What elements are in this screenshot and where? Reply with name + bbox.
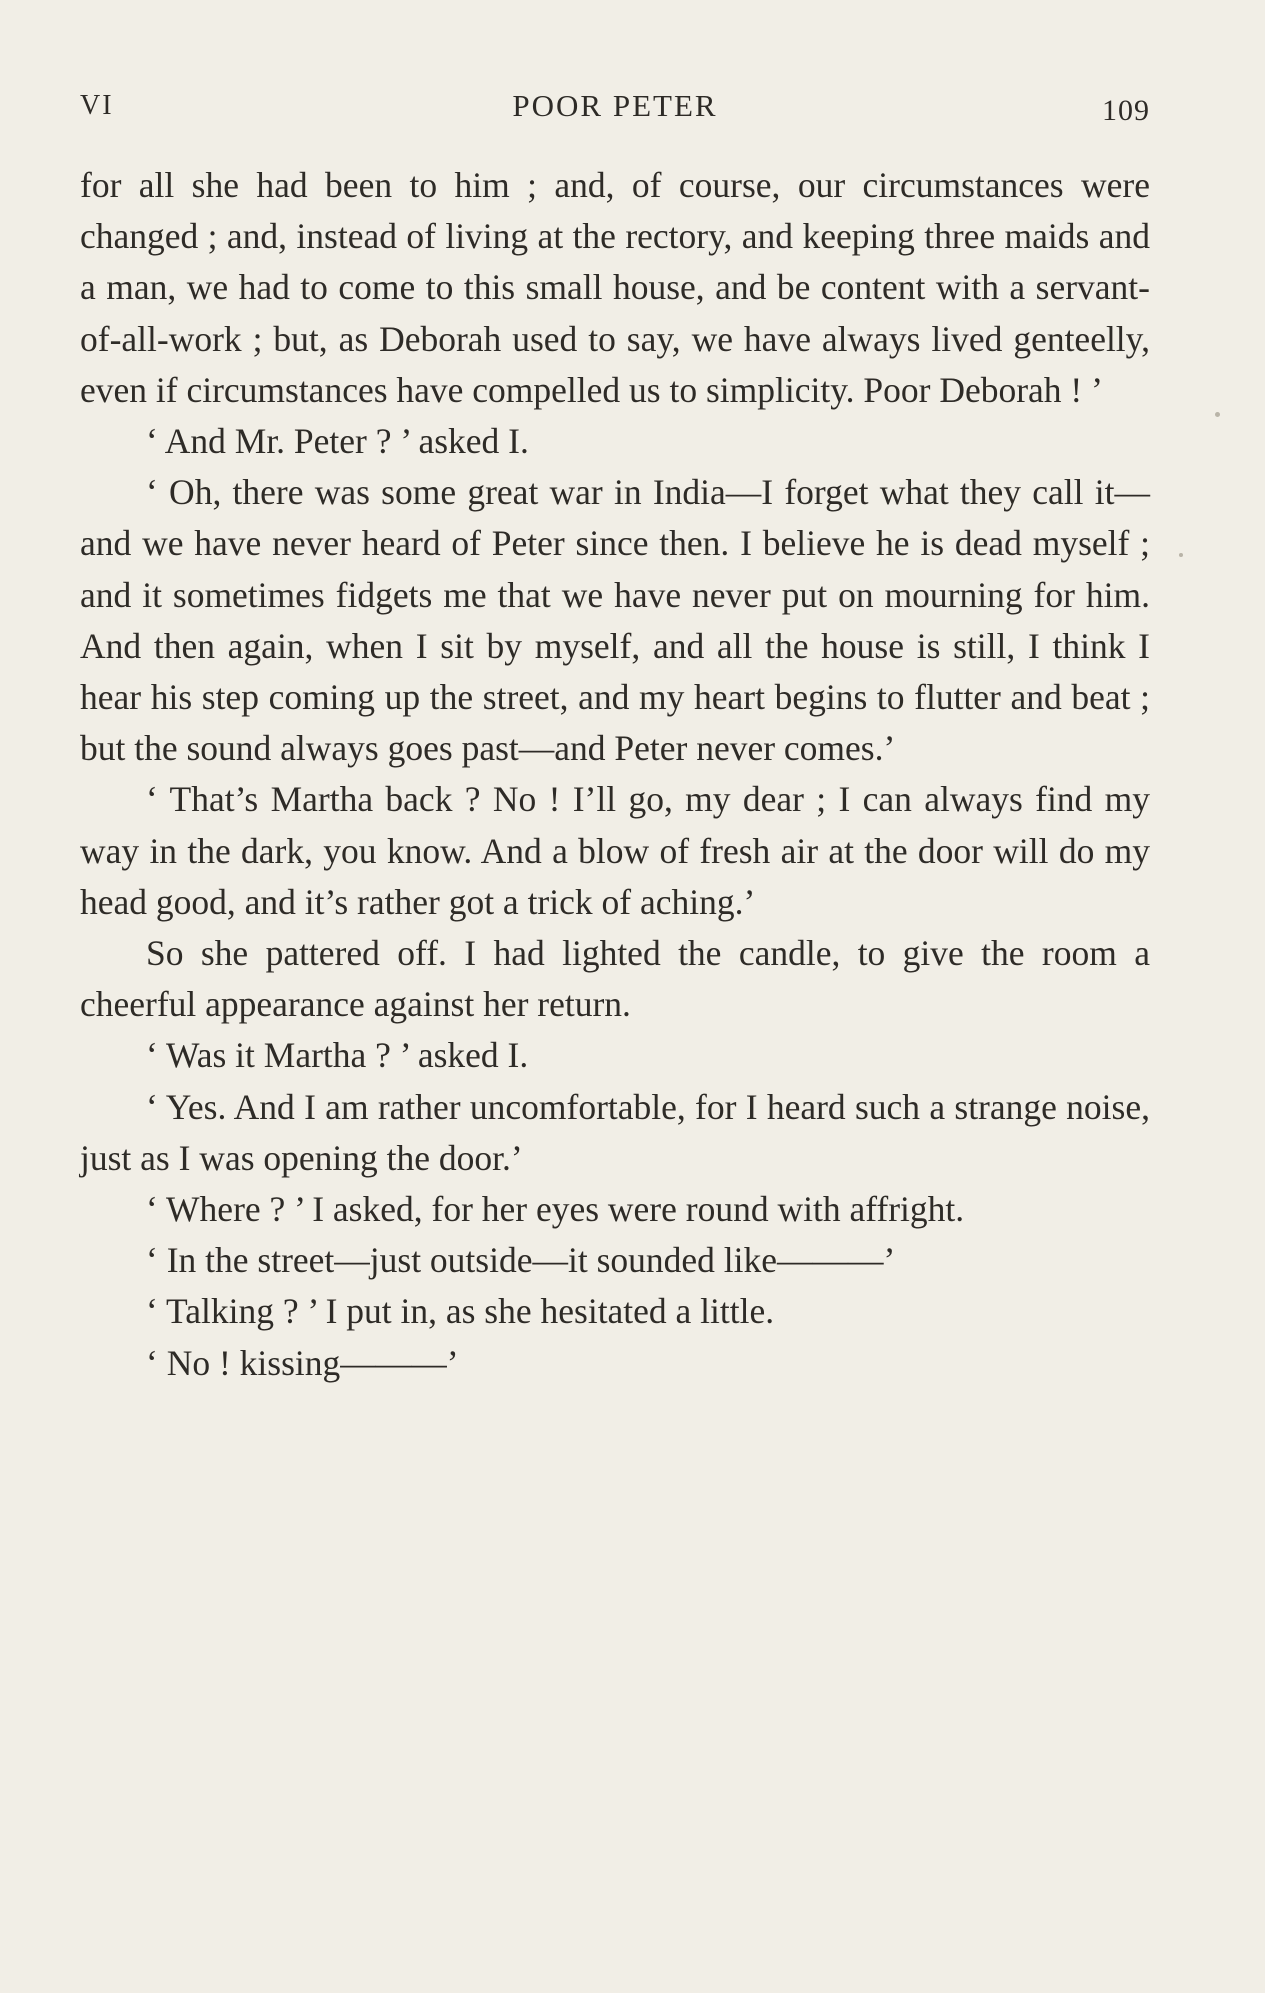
paragraph: ‘ And Mr. Peter ? ’ asked I. (146, 421, 529, 462)
body-text (80, 160, 1150, 1389)
paragraph: ‘ Was it Martha ? ’ asked I. (146, 1035, 529, 1076)
paragraph: for all she had been to him ; and, of course, our circumstances were changed ; and, instead of living at the rectory, and keeping three maids and a man, we had to come to this small house, and be content with a servant-of-all-work ; but, as Deborah used to say, we have always lived genteelly, even if circumstances have compelled us to simplicity. Poor Deborah ! ’ (80, 165, 1150, 410)
paragraph: ‘ Where ? ’ I asked, for her eyes were round with affright. (146, 1189, 965, 1230)
paragraph: ‘ Oh, there was some great war in India—I forget what they call it—and we have never heard of Peter since then. I believe he is dead myself ; and it sometimes fidgets me that we have never put on mourning for him. And then again, when I sit by myself, and all the house is still, I think I hear his step coming up the street, and my heart begins to flutter and beat ; but the sound always goes past—and Peter never comes.’ (80, 472, 1150, 769)
running-header (80, 84, 1150, 134)
paragraph: ‘ Talking ? ’ I put in, as she hesitated a little. (146, 1291, 775, 1332)
paragraph: ‘ In the street—just outside—it sounded like———’ (146, 1240, 896, 1281)
page-number: 109 (1102, 94, 1150, 127)
paragraph: ‘ No ! kissing———’ (146, 1342, 459, 1383)
paper-speck (1179, 553, 1183, 557)
paragraph: ‘ Yes. And I am rather uncomfortable, for I heard such a strange noise, just as I was opening the door.’ (80, 1086, 1150, 1178)
running-title: POOR PETER (512, 88, 718, 123)
paper-speck (1215, 412, 1220, 417)
paragraph: ‘ That’s Martha back ? No ! I’ll go, my dear ; I can always find my way in the dark, you know. And a blow of fresh air at the door will do my head good, and it’s rather got a trick of aching.’ (80, 779, 1150, 922)
paragraph: So she pattered off. I had lighted the candle, to give the room a cheerful appearance against her return. (80, 933, 1150, 1025)
chapter-number: VI (80, 90, 114, 121)
